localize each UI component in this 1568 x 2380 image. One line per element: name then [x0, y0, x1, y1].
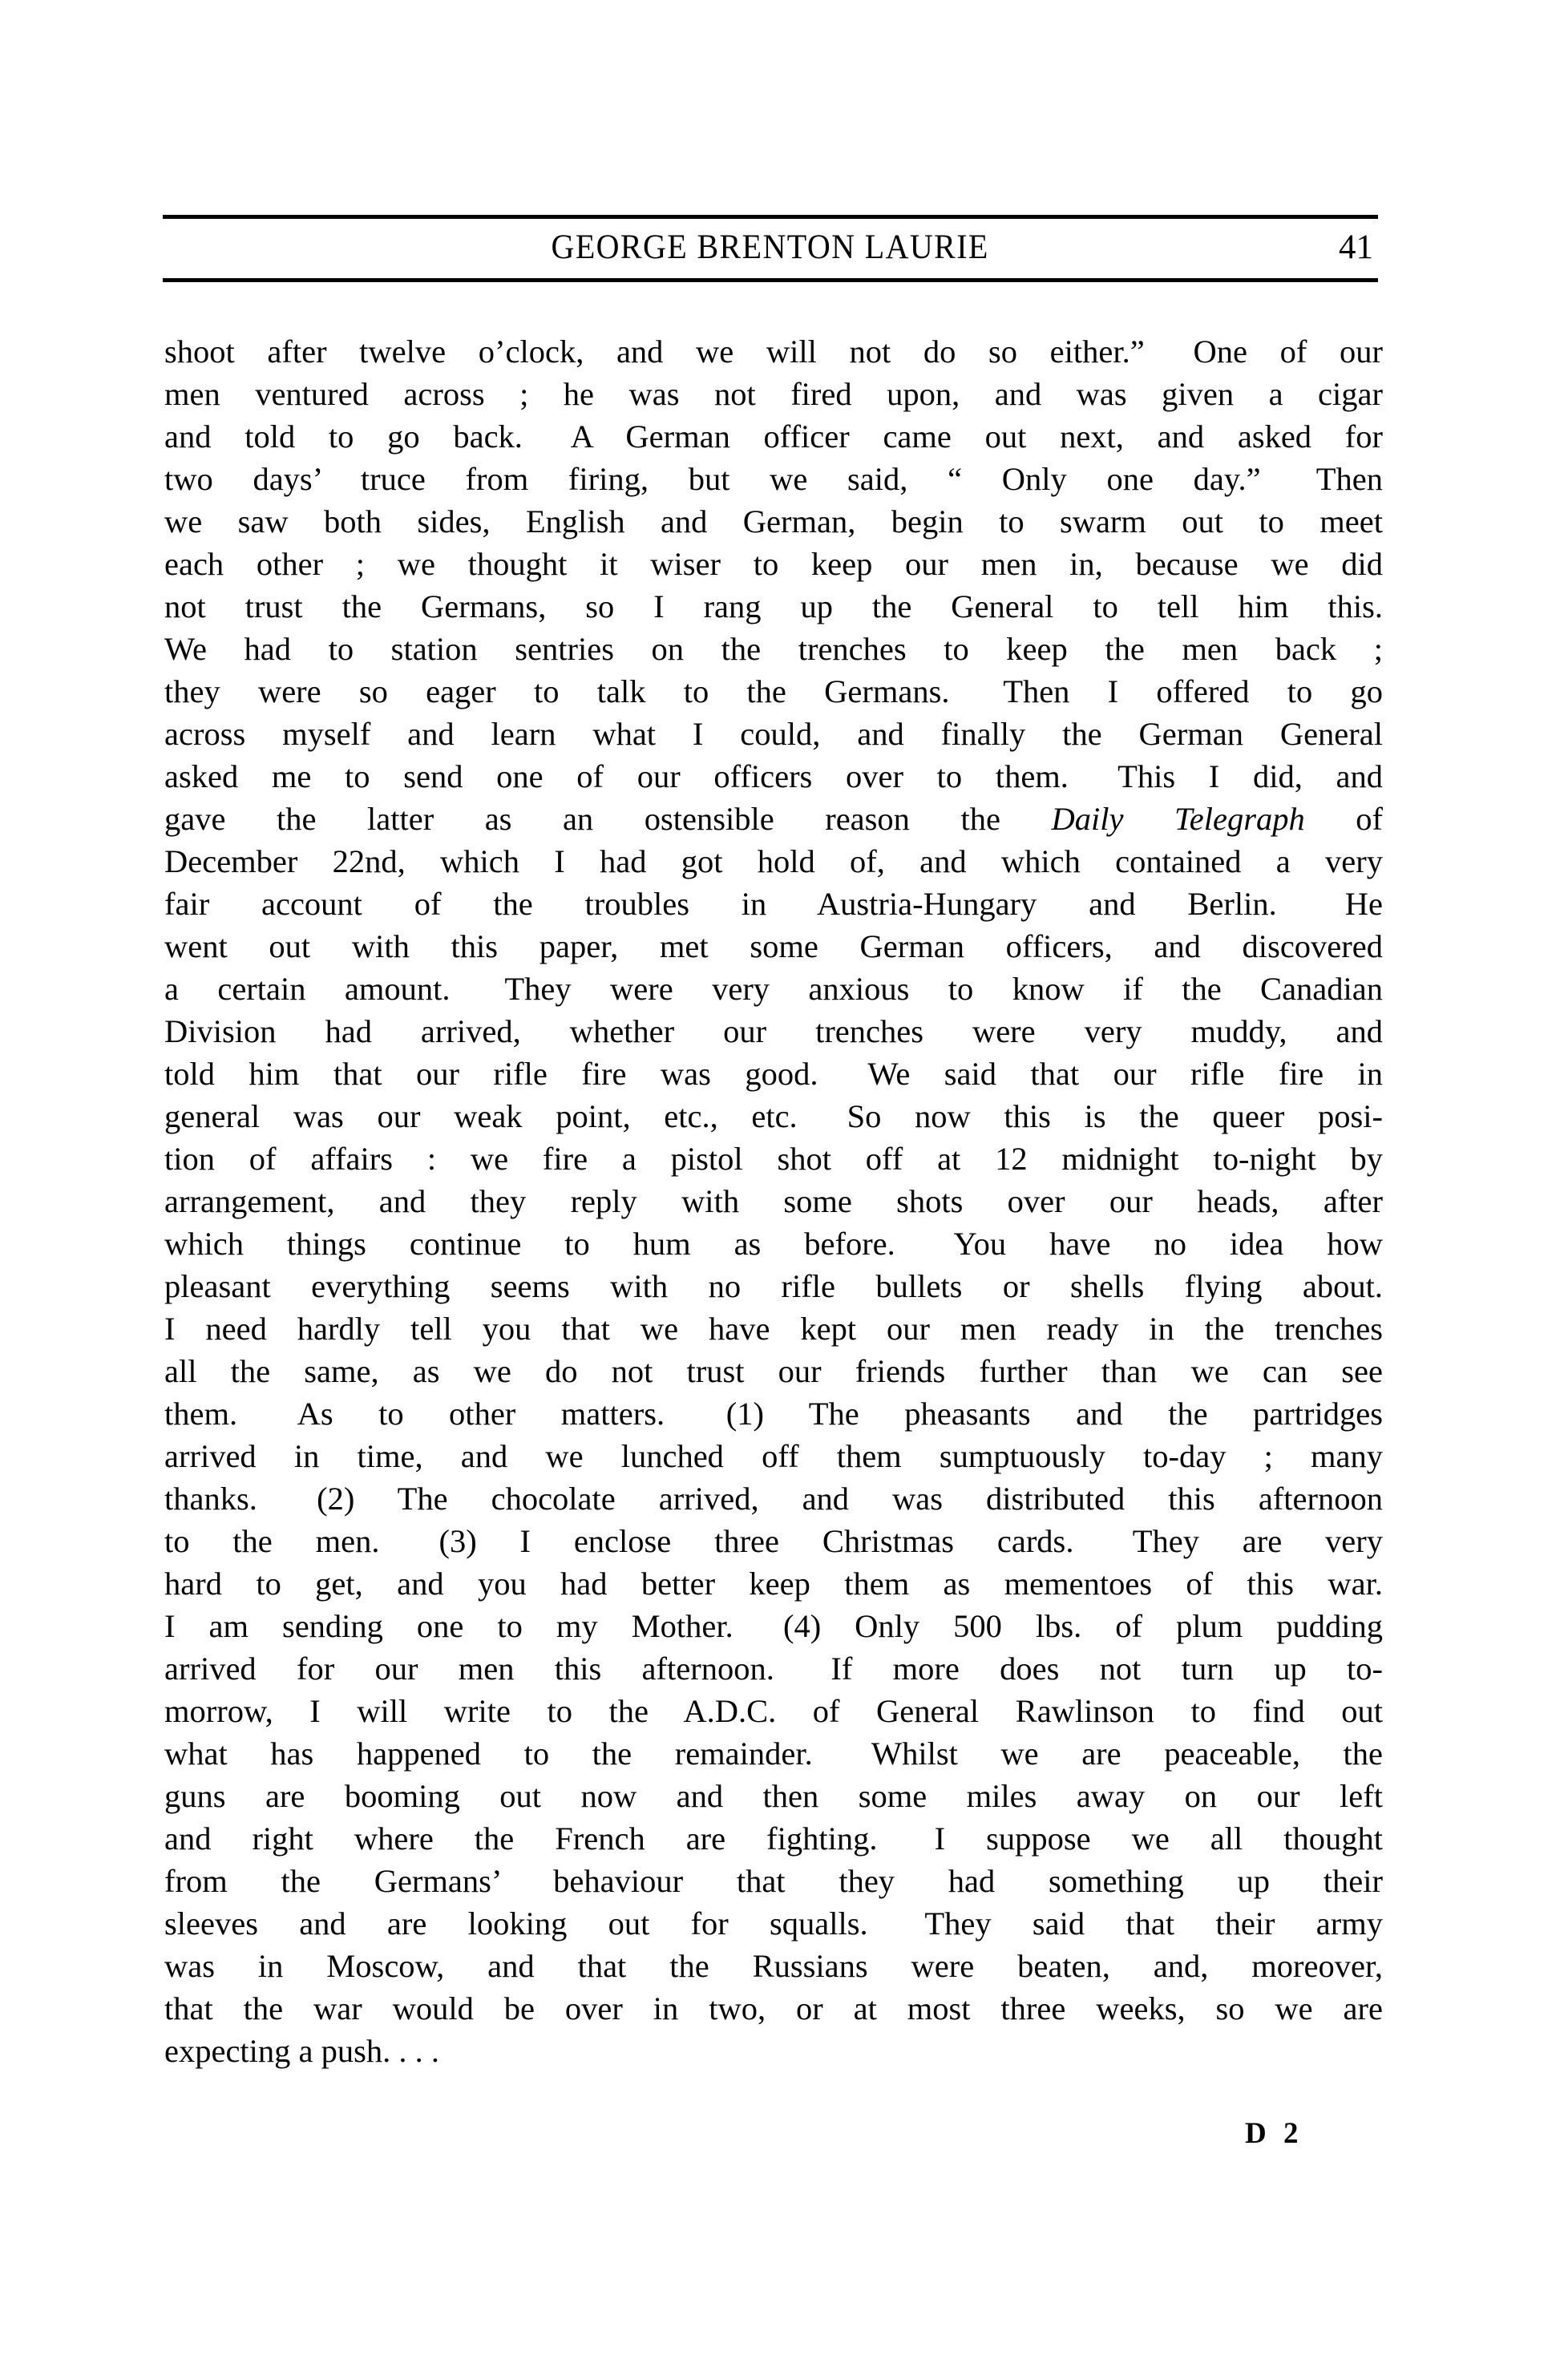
text-line [164, 415, 1383, 458]
text-segment: tion of affairs : we fire a pistol shot off at 12 midnight to-night by [164, 1141, 1383, 1177]
text-segment: was in Moscow, and that the Russians were beaten, and, moreover, [164, 1948, 1383, 1984]
text-segment: two days’ truce from firing, but we said, “ Only one day.” Then [164, 461, 1383, 497]
text-line [164, 1647, 1383, 1690]
text-segment: men ventured across ; he was not fired upon, and was given a cigar [164, 376, 1383, 412]
text-segment: across myself and learn what I could, and finally the German General [164, 716, 1383, 752]
text-segment: each other ; we thought it wiser to keep our men in, because we did [164, 546, 1383, 582]
text-segment: morrow, I will write to the A.D.C. of General Rawlinson to find out [164, 1693, 1383, 1729]
text-segment: shoot after twelve o’clock, and we will not do so either.” One of our [164, 333, 1383, 370]
text-segment: told him that our rifle fire was good. We said that our rifle fire in [164, 1056, 1383, 1092]
text-line [164, 1307, 1383, 1350]
text-segment: pleasant everything seems with no rifle bullets or shells flying about. [164, 1268, 1383, 1304]
text-segment: I need hardly tell you that we have kept our men ready in the trenches [164, 1311, 1383, 1347]
text-segment: Division had arrived, whether our trenches were very muddy, and [164, 1013, 1383, 1049]
text-line [164, 1860, 1383, 1902]
text-segment: guns are booming out now and then some miles away on our left [164, 1778, 1383, 1814]
text-line [164, 585, 1383, 628]
text-line [164, 1477, 1383, 1520]
page-header [163, 224, 1378, 271]
text-segment: arrived for our men this afternoon. If more does not turn up to- [164, 1651, 1383, 1687]
text-line [164, 458, 1383, 500]
text-segment: all the same, as we do not trust our friends further than we can see [164, 1353, 1383, 1389]
header-rule-bottom [163, 278, 1378, 282]
text-line [164, 883, 1383, 925]
text-segment: I am sending one to my Mother. (4) Only 500 lbs. of plum pudding [164, 1608, 1383, 1644]
letter-text [164, 330, 1383, 2072]
text-segment: them. As to other matters. (1) The pheasants and the partridges [164, 1396, 1383, 1432]
text-line [164, 1435, 1383, 1477]
text-segment: from the Germans’ behaviour that they had something up their [164, 1863, 1383, 1899]
text-line [164, 755, 1383, 798]
text-line [164, 1987, 1383, 2030]
text-line [164, 925, 1383, 968]
text-line [164, 1817, 1383, 1860]
text-segment: hard to get, and you had better keep them as mementoes of this war. [164, 1566, 1383, 1602]
text-line [164, 1350, 1383, 1392]
text-line [164, 628, 1383, 670]
text-segment: thanks. (2) The chocolate arrived, and was distributed this afternoon [164, 1481, 1383, 1517]
text-segment: and told to go back. A German officer came out next, and asked for [164, 418, 1383, 455]
text-segment: that the war would be over in two, or at most three weeks, so we are [164, 1990, 1383, 2026]
running-head-title: GEORGE BRENTON LAURIE [551, 228, 990, 266]
text-line [164, 670, 1383, 713]
text-segment: expecting a push. . . . [164, 2033, 440, 2069]
text-line [164, 1392, 1383, 1435]
text-line [164, 1137, 1383, 1180]
printer-signature-mark: D 2 [1245, 2117, 1299, 2150]
text-segment: December 22nd, which I had got hold of, and which contained a very [164, 843, 1383, 879]
text-segment: and right where the French are fighting. I suppose we all thought [164, 1820, 1383, 1857]
header-rule-top [163, 215, 1378, 219]
text-line [164, 1053, 1383, 1095]
text-segment: arrived in time, and we lunched off them sumptuously to-day ; many [164, 1438, 1383, 1474]
text-line [164, 330, 1383, 373]
text-segment: gave the latter as an ostensible reason the [164, 801, 1052, 837]
text-line [164, 1095, 1383, 1137]
text-line [164, 1902, 1383, 1945]
text-line [164, 798, 1383, 840]
italic-text: Daily Telegraph [1051, 801, 1305, 837]
text-line [164, 500, 1383, 543]
text-line [164, 968, 1383, 1010]
text-line [164, 840, 1383, 883]
text-segment: which things continue to hum as before. You have no idea how [164, 1226, 1383, 1262]
text-line [164, 1562, 1383, 1605]
text-segment: general was our weak point, etc., etc. So now this is the queer posi- [164, 1098, 1383, 1134]
text-line [164, 543, 1383, 585]
text-line [164, 1732, 1383, 1775]
text-line [164, 1010, 1383, 1053]
text-line [164, 1180, 1383, 1222]
text-line [164, 1520, 1383, 1562]
text-line [164, 713, 1383, 755]
text-line [164, 1605, 1383, 1647]
text-segment: sleeves and are looking out for squalls. They said that their army [164, 1905, 1383, 1942]
text-segment: We had to station sentries on the trenches to keep the men back ; [164, 631, 1383, 667]
text-segment: asked me to send one of our officers over to them. This I did, and [164, 758, 1383, 794]
text-segment: to the men. (3) I enclose three Christmas cards. They are very [164, 1523, 1383, 1559]
text-line [164, 1775, 1383, 1817]
page-number: 41 [1339, 228, 1373, 266]
text-line [164, 2030, 1383, 2072]
text-segment: they were so eager to talk to the Germans. Then I offered to go [164, 673, 1383, 709]
text-segment: what has happened to the remainder. Whilst we are peaceable, the [164, 1736, 1383, 1772]
text-segment: arrangement, and they reply with some shots over our heads, after [164, 1183, 1383, 1219]
text-line [164, 373, 1383, 415]
text-segment: a certain amount. They were very anxious to know if the Canadian [164, 971, 1383, 1007]
text-line [164, 1690, 1383, 1732]
text-segment: we saw both sides, English and German, begin to swarm out to meet [164, 503, 1383, 539]
text-line [164, 1945, 1383, 1987]
text-segment: not trust the Germans, so I rang up the General to tell him this. [164, 588, 1383, 624]
text-segment: went out with this paper, met some German officers, and discovered [164, 928, 1383, 964]
text-segment: fair account of the troubles in Austria-Hungary and Berlin. He [164, 886, 1383, 922]
text-line [164, 1222, 1383, 1265]
text-segment: of [1304, 801, 1383, 837]
text-line [164, 1265, 1383, 1307]
